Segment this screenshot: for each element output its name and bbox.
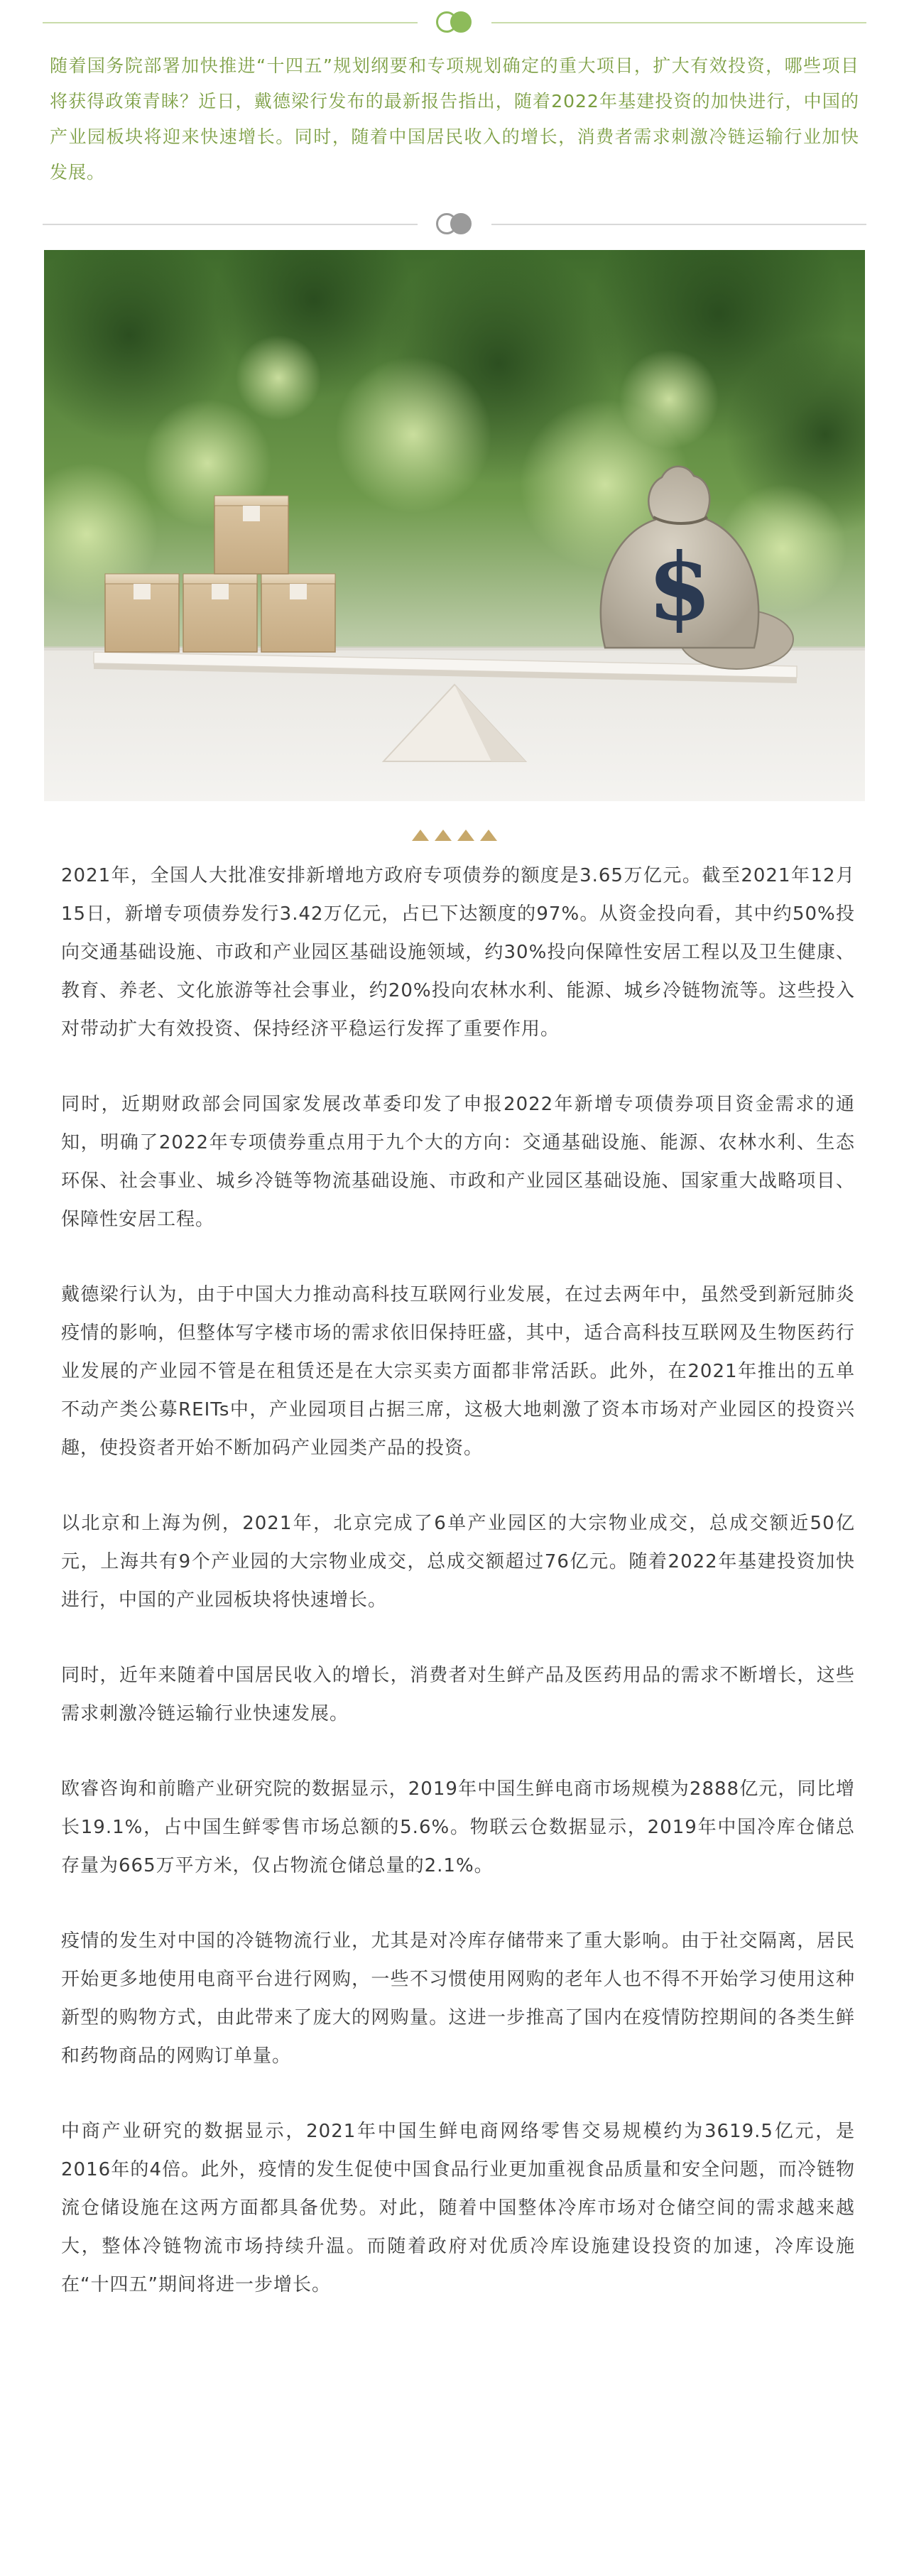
article-paragraph: 同时，近年来随着中国居民收入的增长，消费者对生鲜产品及医药用品的需求不断增长，这些需求刺激冷链运输行业快速发展。	[61, 1665, 855, 1724]
double-ring-icon	[426, 213, 483, 236]
divider-line-left	[43, 224, 418, 225]
section-divider	[43, 210, 866, 239]
box-icon	[261, 574, 335, 652]
double-ring-icon	[426, 11, 483, 34]
dollar-sign-icon: $	[647, 533, 712, 641]
article-paragraph: 以北京和上海为例，2021年，北京完成了6单产业园区的大宗物业成交，总成交额近50亿元，上海共有9个产业园的大宗物业成交，总成交额超过76亿元。随着2022年基建投资加快进行，中国的产业园板块将快速增长。	[61, 1513, 855, 1611]
hero-photo	[44, 250, 865, 801]
article-paragraph: 中商产业研究的数据显示，2021年中国生鲜电商网络零售交易规模约为3619.5亿元，是2016年的4倍。此外，疫情的发生促使中国食品行业更加重视食品质量和安全问题，而冷链物流仓储设施在这两方面都具备优势。对此，随着中国整体冷库市场对仓储空间的需求越来越大，整体冷链物流市场持续升温。而随着政府对优质冷库设施建设投资的加速，冷库设施在“十四五”期间将进一步增长。	[61, 2121, 855, 2295]
top-divider	[43, 9, 866, 37]
article-paragraph: 同时，近期财政部会同国家发展改革委印发了申报2022年新增专项债券项目资金需求的通知，明确了2022年专项债券重点用于九个大的方向：交通基础设施、能源、农林水利、生态环保、社会事业、城乡冷链等物流基础设施、市政和产业园区基础设施、国家重大战略项目、保障性安居工程。	[61, 1094, 855, 1230]
article-paragraph: 2021年，全国人大批准安排新增地方政府专项债券的额度是3.65万亿元。截至2021年12月15日，新增专项债券发行3.42万亿元，占已下达额度的97%。从资金投向看，其中约50%投向交通基础设施、市政和产业园区基础设施领域，约30%投向保障性安居工程以及卫生健康、教育、养老、文化旅游等社会事业，约20%投向农林水利、能源、城乡冷链物流等。这些投入对带动扩大有效投资、保持经济平稳运行发挥了重要作用。	[61, 865, 855, 1040]
box-icon	[105, 574, 179, 652]
article-paragraph: 戴德梁行认为，由于中国大力推动高科技互联网行业发展，在过去两年中，虽然受到新冠肺炎疫情的影响，但整体写字楼市场的需求依旧保持旺盛，其中，适合高科技互联网及生物医药行业发展的产业园不管是在租赁还是在大宗买卖方面都非常活跃。此外，在2021年推出的五单不动产类公募REITs中，产业园项目占据三席，这极大地刺激了资本市场对产业园区的投资兴趣，使投资者开始不断加码产业园类产品的投资。	[61, 1284, 855, 1459]
boxes-and-money-bag-illustration	[44, 250, 865, 801]
box-icon	[183, 574, 257, 652]
article-paragraph: 疫情的发生对中国的冷链物流行业，尤其是对冷库存储带来了重大影响。由于社交隔离，居民开始更多地使用电商平台进行网购，一些不习惯使用网购的老年人也不得不开始学习使用这种新型的购物方式，由此带来了庞大的网购量。这进一步推高了国内在疫情防控期间的各类生鲜和药物商品的网购订单量。	[61, 1930, 855, 2067]
intro-summary: 随着国务院部署加快推进“十四五”规划纲要和专项规划确定的重大项目，扩大有效投资，哪些项目将获得政策青睐？近日，戴德梁行发布的最新报告指出，随着2022年基建投资的加快进行，中国的产业园板块将迎来快速增长。同时，随着中国居民收入的增长，消费者需求刺激冷链运输行业加快发展。	[50, 55, 859, 183]
divider-line-right	[491, 22, 866, 23]
article-body	[61, 857, 855, 2341]
box-icon	[214, 496, 288, 574]
triangle-ornament-icon	[410, 828, 499, 842]
divider-line-right	[491, 224, 866, 225]
article-paragraph: 欧睿咨询和前瞻产业研究院的数据显示，2019年中国生鲜电商市场规模为2888亿元，同比增长19.1%，占中国生鲜零售市场总额的5.6%。物联云仓数据显示，2019年中国冷库仓储总存量为665万平方米，仅占物流仓储总量的2.1%。	[61, 1778, 855, 1876]
divider-line-left	[43, 22, 418, 23]
